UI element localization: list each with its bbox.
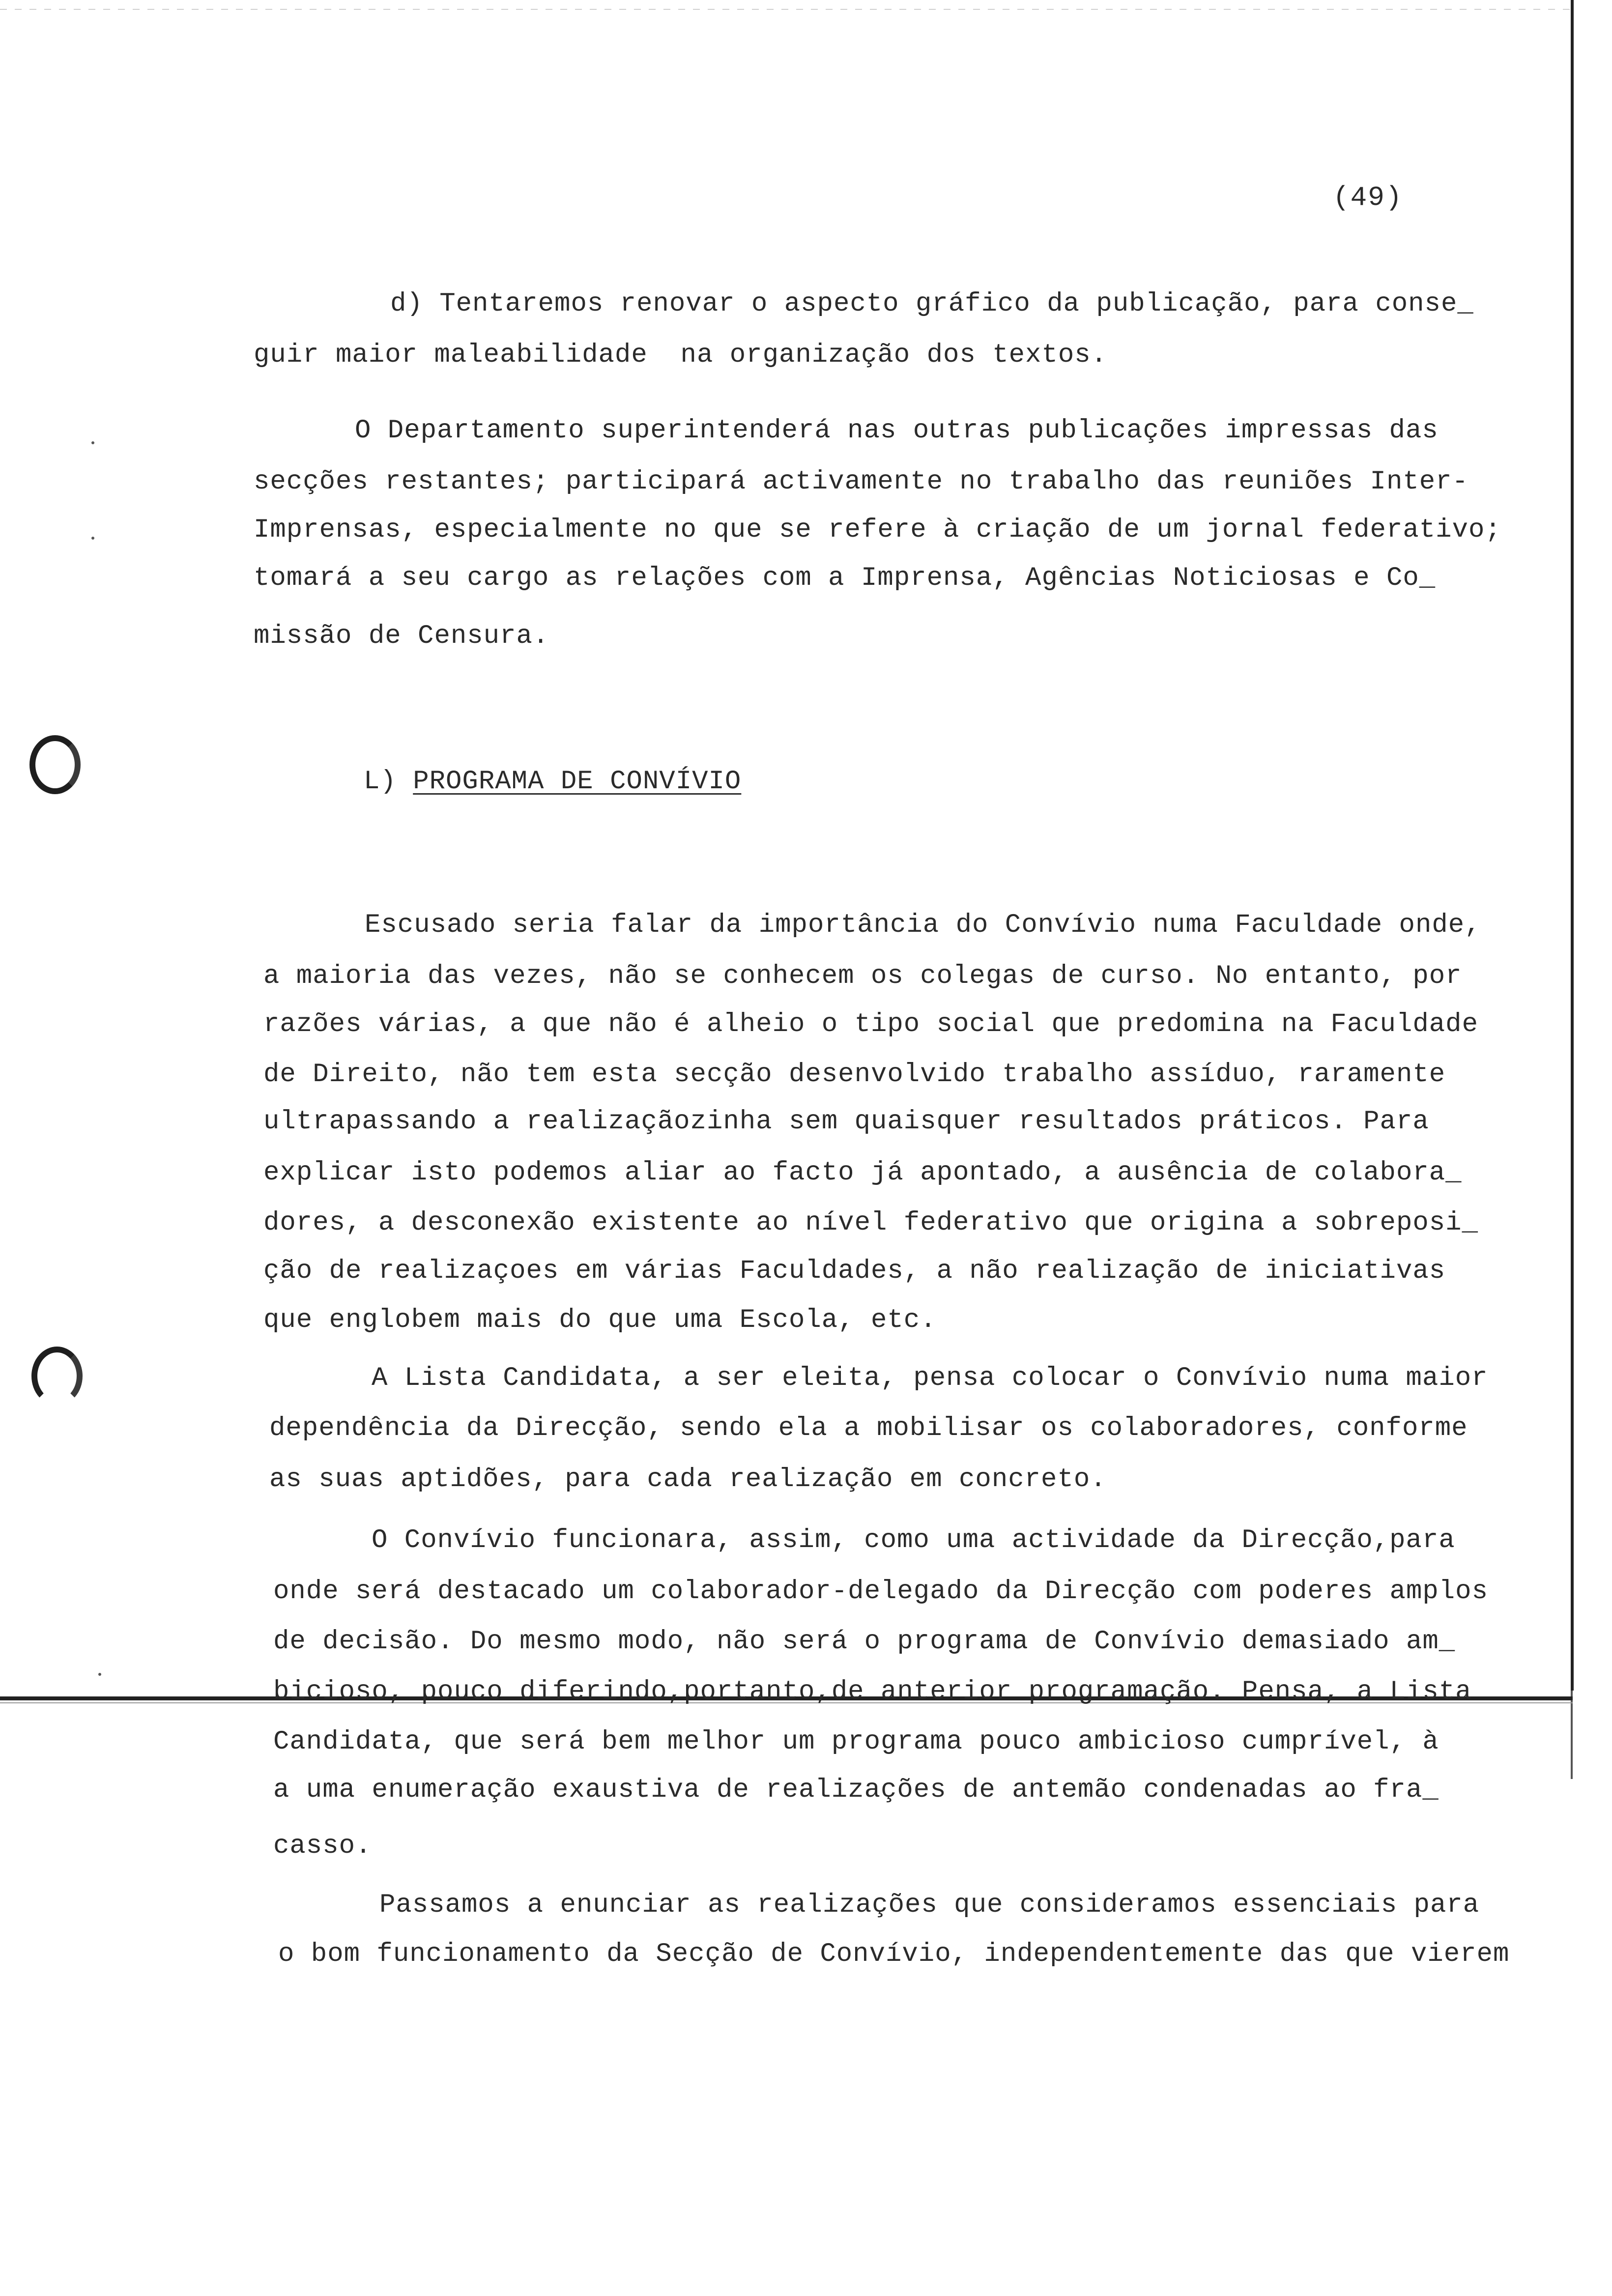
department-paragraph-line: O Departamento superintenderá nas outras publicações impressas das: [355, 416, 1439, 446]
page-number: (49): [1333, 182, 1403, 213]
paragraph-line: O Convívio funcionara, assim, como uma actividade da Direcção,para: [372, 1525, 1455, 1555]
department-paragraph-line: secções restantes; participará activamente no trabalho das reuniões Inter-: [254, 467, 1468, 497]
paragraph-line: Passamos a enunciar as realizações que consideramos essenciais para: [379, 1890, 1480, 1920]
paragraph-line: o bom funcionamento da Secção de Convívio, independentemente das que vierem: [278, 1939, 1510, 1969]
department-paragraph-line: tomará a seu cargo as relações com a Imprensa, Agências Noticiosas e Co_: [254, 563, 1436, 593]
paragraph-line: Candidata, que será bem melhor um programa pouco ambicioso cumprível, à: [273, 1727, 1439, 1757]
paragraph-line: que englobem mais do que uma Escola, etc.: [263, 1305, 937, 1335]
paragraph-line: as suas aptidões, para cada realização em concreto.: [269, 1464, 1107, 1494]
paragraph-line: bicioso, pouco diferindo,portanto,de anterior programação. Pensa, a Lista: [273, 1677, 1472, 1707]
scan-right-border-lower: [1571, 1691, 1573, 1779]
punch-hole-upper: [29, 735, 81, 794]
paragraph-line: de decisão. Do mesmo modo, não será o programa de Convívio demasiado am_: [273, 1627, 1456, 1657]
paragraph-line: a maioria das vezes, não se conhecem os colegas de curso. No entanto, por: [263, 961, 1462, 991]
scan-speck: [91, 537, 94, 540]
paragraph-line: explicar isto podemos aliar ao facto já apontado, a ausência de colabora_: [263, 1158, 1462, 1188]
paragraph-line: Escusado seria falar da importância do Convívio numa Faculdade onde,: [365, 910, 1481, 940]
paragraph-line: razões várias, a que não é alheio o tipo social que predomina na Faculdade: [263, 1009, 1478, 1039]
scan-top-edge: [0, 9, 1573, 10]
paragraph-line: casso.: [273, 1831, 372, 1861]
heading-title: PROGRAMA DE CONVÍVIO: [413, 767, 742, 797]
heading-prefix: L): [364, 767, 413, 797]
department-paragraph-line: Imprensas, especialmente no que se refere à criação de um jornal federativo;: [254, 515, 1501, 545]
section-heading: [364, 767, 741, 797]
section-d-line: guir maior maleabilidade na organização dos textos.: [254, 340, 1108, 370]
scan-right-border: [1571, 0, 1574, 1691]
section-d-line: d) Tentaremos renovar o aspecto gráfico da publicação, para conse_: [390, 289, 1474, 319]
punch-hole-lower: [31, 1347, 83, 1406]
paragraph-line: ultrapassando a realizaçãozinha sem quaisquer resultados práticos. Para: [263, 1107, 1429, 1137]
paragraph-line: A Lista Candidata, a ser eleita, pensa colocar o Convívio numa maior: [372, 1363, 1488, 1393]
paragraph-line: dependência da Direcção, sendo ela a mobilisar os colaboradores, conforme: [269, 1413, 1468, 1443]
paragraph-line: dores, a desconexão existente ao nível federativo que origina a sobreposi_: [263, 1208, 1478, 1238]
paragraph-line: de Direito, não tem esta secção desenvolvido trabalho assíduo, raramente: [263, 1060, 1446, 1090]
department-paragraph-line: missão de Censura.: [254, 621, 549, 651]
scan-speck: [91, 441, 94, 444]
paragraph-line: onde será destacado um colaborador-delegado da Direcção com poderes amplos: [273, 1577, 1488, 1607]
paragraph-line: a uma enumeração exaustiva de realizações de antemão condenadas ao fra_: [273, 1775, 1439, 1805]
scan-speck: [98, 1673, 101, 1676]
paragraph-line: ção de realizaçoes em várias Faculdades, a não realização de iniciativas: [263, 1256, 1446, 1286]
